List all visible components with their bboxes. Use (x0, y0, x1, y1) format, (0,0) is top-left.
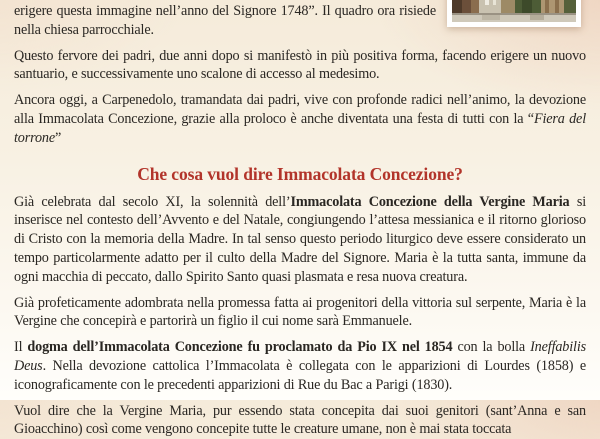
paragraph-text: Questo fervore dei padri, due anni dopo si manifestò in più positiva forma, facendo erigere un nuovo santuario, e successivamente uno scalone di accesso al medesimo. (14, 47, 586, 83)
paragraph-dogma (14, 338, 586, 394)
paragraph-text: Già profeticamente adombrata nella promessa fatta ai progenitori della vittoria sul serpente, Maria è la Vergine che concepirà e partorirà un figlio il cui nome sarà Emmanuele. (14, 294, 586, 330)
church-photo-image (452, 0, 576, 22)
immacolata-concezione-bold: Immacolata Concezione della Vergine Maria (290, 193, 570, 210)
paragraph-text: con la bolla (452, 339, 531, 356)
paragraph-text: si inserisce nel contesto dell’Avvento e del Natale, congiungendo l’attesa messianica e il ritorno glorioso di Cristo con la memoria della Madre. In tal senso questo periodo liturgico deve essere considerato un tempo particolarmente adatto per il culto della Madre del Signore. Maria è la tutta santa, immune da ogni macchia di peccato, dallo Spirito Santo quasi plasmata e resa nuova creatura. (14, 193, 586, 285)
paragraph-carpenedolo (14, 91, 586, 147)
paragraph-text: . Nella devozione cattolica l’Immacolata è collegata con le apparizioni di Lourdes (1858) e iconograficamente con le precedenti apparizioni di Rue du Bac a Parigi (1830). (14, 357, 586, 393)
paragraph-text: Il (14, 339, 28, 356)
paragraph-vuol-dire (14, 402, 586, 439)
paragraph-text: erigere questa immagine nell’anno del Signore 1748”. Il quadro ora risiede nella chiesa parrocchiale. (14, 3, 436, 38)
paragraph-text: Vuol dire che la Vergine Maria, pur essendo stata concepita dai suoi genitori (sant’Anna e san Gioacchino) così come vengono concepite tutte le creature umane, non è mai stata toccata (14, 402, 586, 438)
dogma-proclamato-bold: dogma dell’Immacolata Concezione fu proclamato da Pio IX nel 1854 (27, 339, 453, 356)
paragraph-text: ” (55, 129, 62, 146)
paragraph-fervore (14, 47, 586, 85)
paragraph-text: Ancora oggi, a Carpenedolo, tramandata dai padri, vive con profonde radici nell’animo, la devozione alla Immacolata Concezione, grazie alla proloco è anche diventata una festa di tutti con la “ (14, 92, 586, 127)
church-photo (447, 0, 581, 27)
fiera-del-torrone-italic: Fiera del torrone (14, 110, 586, 146)
paragraph-text: Già celebrata dal secolo XI, la solennità dell’ (14, 193, 291, 210)
paragraph-profeticamente (14, 294, 586, 332)
ineffabilis-deus-italic: Ineffabilis Deus (14, 339, 586, 374)
section-heading: Che cosa vuol dire Immacolata Concezione? (137, 163, 463, 184)
paragraph-solennita (14, 193, 586, 287)
